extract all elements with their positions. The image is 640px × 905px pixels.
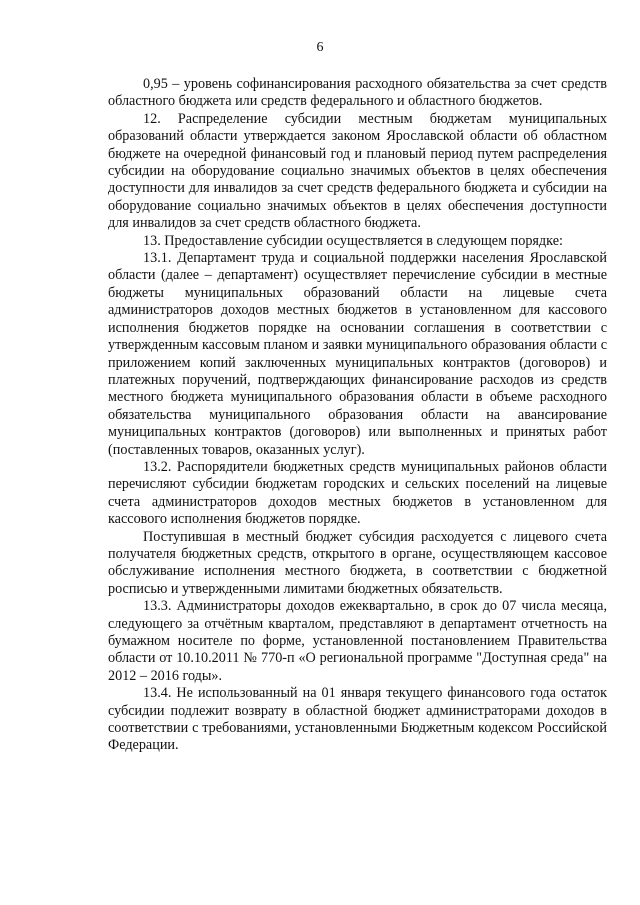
paragraph-12-distribution: 12. Распределение субсидии местным бюджетам муниципальных образований области утверждается законом Ярославской области об областном бюджете на очередной финансовый год и плановый период путем распределения субсидии на оборудование социально значимых объектов в целях обеспечения доступности для инвалидов за счет средств федерального бюджета и субсидии на оборудование социально значимых объектов в целях обеспечения доступности для инвалидов за счет средств областного бюджета. <box>108 110 607 232</box>
paragraph-13-1-transfer: 13.1. Департамент труда и социальной поддержки населения Ярославской области (далее – департамент) осуществляет перечисление субсидии в местные бюджеты муниципальных образований области на лицевые счета администраторов доходов местных бюджетов в установленном для кассового исполнения бюджетов порядке на основании соглашения в соответствии с утвержденным кассовым планом и заявки муниципального образования области с приложением копий заключенных муниципальных контрактов (договоров) и платежных поручений, подтверждающих финансирование расходов из средств местного бюджета муниципального образования области в объеме расходного обязательства муниципального образования области на авансирование муниципальных контрактов (договоров) или выполненных и принятых работ (поставленных товаров, оказанных услуг). <box>108 250 607 458</box>
paragraph-13-3-reporting: 13.3. Администраторы доходов ежеквартально, в срок до 07 числа месяца, следующего за отчётным кварталом, представляют в департамент отчетность на бумажном носителе по форме, установленной постановлением Правительства области от 10.10.2011 № 770-п «О региональной программе "Доступная среда" на 2012 – 2016 годы». <box>108 598 607 684</box>
paragraph-subsidy-spending: Поступившая в местный бюджет субсидия расходуется с лицевого счета получателя бюджетных средств, открытого в органе, осуществляющем кассовое обслуживание исполнения местного бюджета, в соответствии с бюджетной росписью и утвержденными лимитами бюджетных обязательств. <box>108 528 607 597</box>
paragraph-13-4-refund: 13.4. Не использованный на 01 января текущего финансового года остаток субсидии подлежит возврату в областной бюджет администраторами доходов в соответствии с требованиями, установленными Бюджетным кодексом Российской Федерации. <box>108 685 607 754</box>
page-number: 6 <box>316 40 324 55</box>
paragraph-13-procedure: 13. Предоставление субсидии осуществляется в следующем порядке: <box>143 232 563 249</box>
paragraph-cofinancing-level: 0,95 – уровень софинансирования расходного обязательства за счет средств областного бюджета или средств федерального и областного бюджетов. <box>108 76 607 110</box>
paragraph-13-2-districts: 13.2. Распорядители бюджетных средств муниципальных районов области перечисляют субсидии бюджетам городских и сельских поселений на лицевые счета администраторов доходов местных бюджетов в установленном для кассового исполнения бюджетов порядке. <box>108 458 607 528</box>
document-body <box>108 76 607 755</box>
